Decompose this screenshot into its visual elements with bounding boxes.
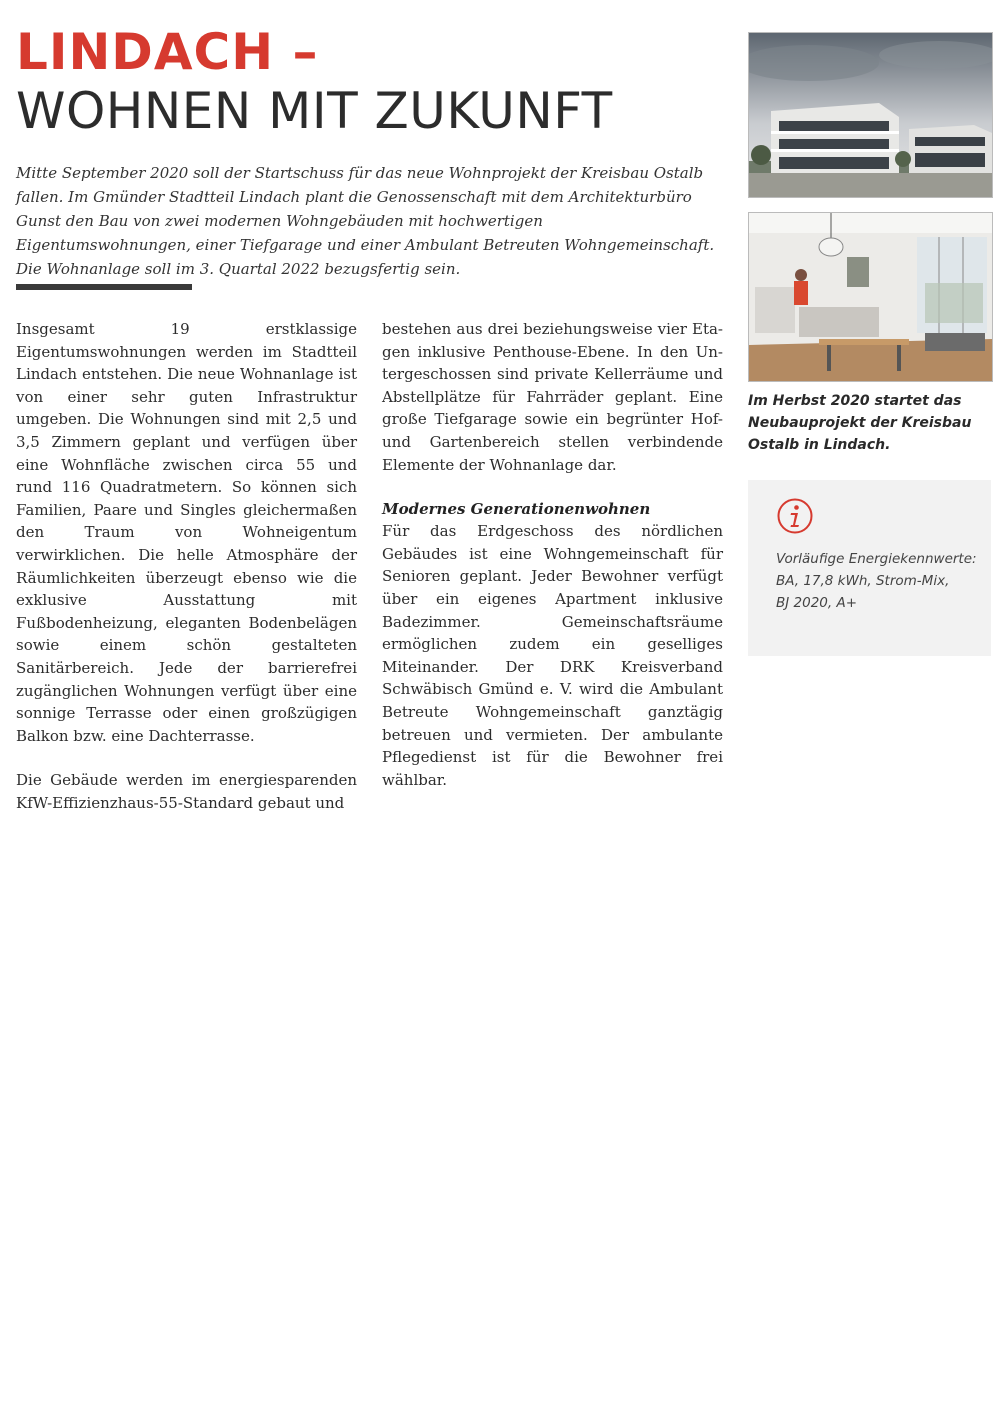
info-icon xyxy=(777,498,813,534)
section-heading: Modernes Generationenwohnen xyxy=(382,500,651,519)
headline xyxy=(16,22,716,140)
headline-line-2: WOHNEN MIT ZUKUNFT xyxy=(16,82,613,140)
headline-line-1: LINDACH – xyxy=(16,23,319,81)
image-caption: Im Herbst 2020 startet das Neubauprojekt der Kreisbau Ostalb in Lindach. xyxy=(748,393,972,453)
energy-info-box xyxy=(748,480,991,656)
article-column-1 xyxy=(16,318,357,836)
column-1-paragraph-1: Insgesamt 19 erstklassige Eigentumswohnungen werden im Stadtteil Lindach entstehen. Die neue Wohnanlage ist von einer sehr guten Infrastruktur umgeben. Die Wohnungen sind mit 2,5 und 3,5 Zimmern geplant und verfügen über eine Wohnfläche zwischen circa 55 und rund 116 Quadratmetern. So können sich Familien, Paare und Singles gleichermaßen den Traum von Wohneigentum verwirklichen. Die helle Atmosphäre der Räumlichkeiten überzeugt ebenso wie die exklusive Ausstattung mit Fußbodenheizung, eleganten Bodenbelägen sowie einem schön gestalteten Sanitärbereich. Jede der barrierefrei zugänglichen Wohnungen verfügt über eine sonnige Terrasse oder einen großzügigen Balkon bzw. eine Dachterrasse. xyxy=(16,320,357,745)
column-2-paragraph-2: Für das Erdgeschoss des nördlichen Gebäudes ist eine Wohngemeinschaft für Senioren geplant. Jeder Bewohner verfügt über ein eigenes Apartment inklusive Badezimmer. Gemeinschaftsräume ermöglichen zudem ein geselliges Miteinander. Der DRK Kreisverband Schwäbisch Gmünd e. V. wird die Ambulant Betreute Wohngemeinschaft ganztägig betreuen und vermieten. Der ambulante Pflegedienst ist für die Bewohner frei wählbar. xyxy=(382,522,723,789)
exterior-rendering-image xyxy=(748,32,993,198)
intro-text: Mitte September 2020 soll der Startschuss für das neue Wohnprojekt der Kreisbau Ostalb fallen. Im Gmünder Stadtteil Lindach plant die Genossenschaft mit dem Architekturbüro Gunst den Bau von zwei modernen Wohngebäuden mit hochwertigen Eigentumswohnungen, einer Tiefgarage und einer Ambulant Betreuten Wohngemeinschaft. Die Wohnanlage soll im 3. Quartal 2022 bezugsfertig sein. xyxy=(16,164,715,278)
energy-line-3: BJ 2020, A+ xyxy=(776,595,858,611)
column-2-paragraph-1: bestehen aus drei beziehungsweise vier Etagen inklusive Penthouse-Ebene. In den Untergeschossen sind private Kellerräume und Abstellplätze für Fahrräder geplant. Eine große Tiefgarage sowie ein begrünter Hof- und Gartenbereich stellen verbindende Elemente der Wohnanlage dar. xyxy=(382,320,723,474)
energy-values xyxy=(776,548,981,614)
article-column-2 xyxy=(382,318,723,813)
energy-line-2: BA, 17,8 kWh, Strom-Mix, xyxy=(776,573,950,589)
interior-rendering-image xyxy=(748,212,993,382)
energy-line-1: Vorläufige Energiekennwerte: xyxy=(776,551,977,567)
column-1-paragraph-2: Die Gebäude werden im energiesparenden KfW-Effizienzhaus-55-Standard gebaut und xyxy=(16,771,357,812)
divider-rule xyxy=(16,284,192,290)
